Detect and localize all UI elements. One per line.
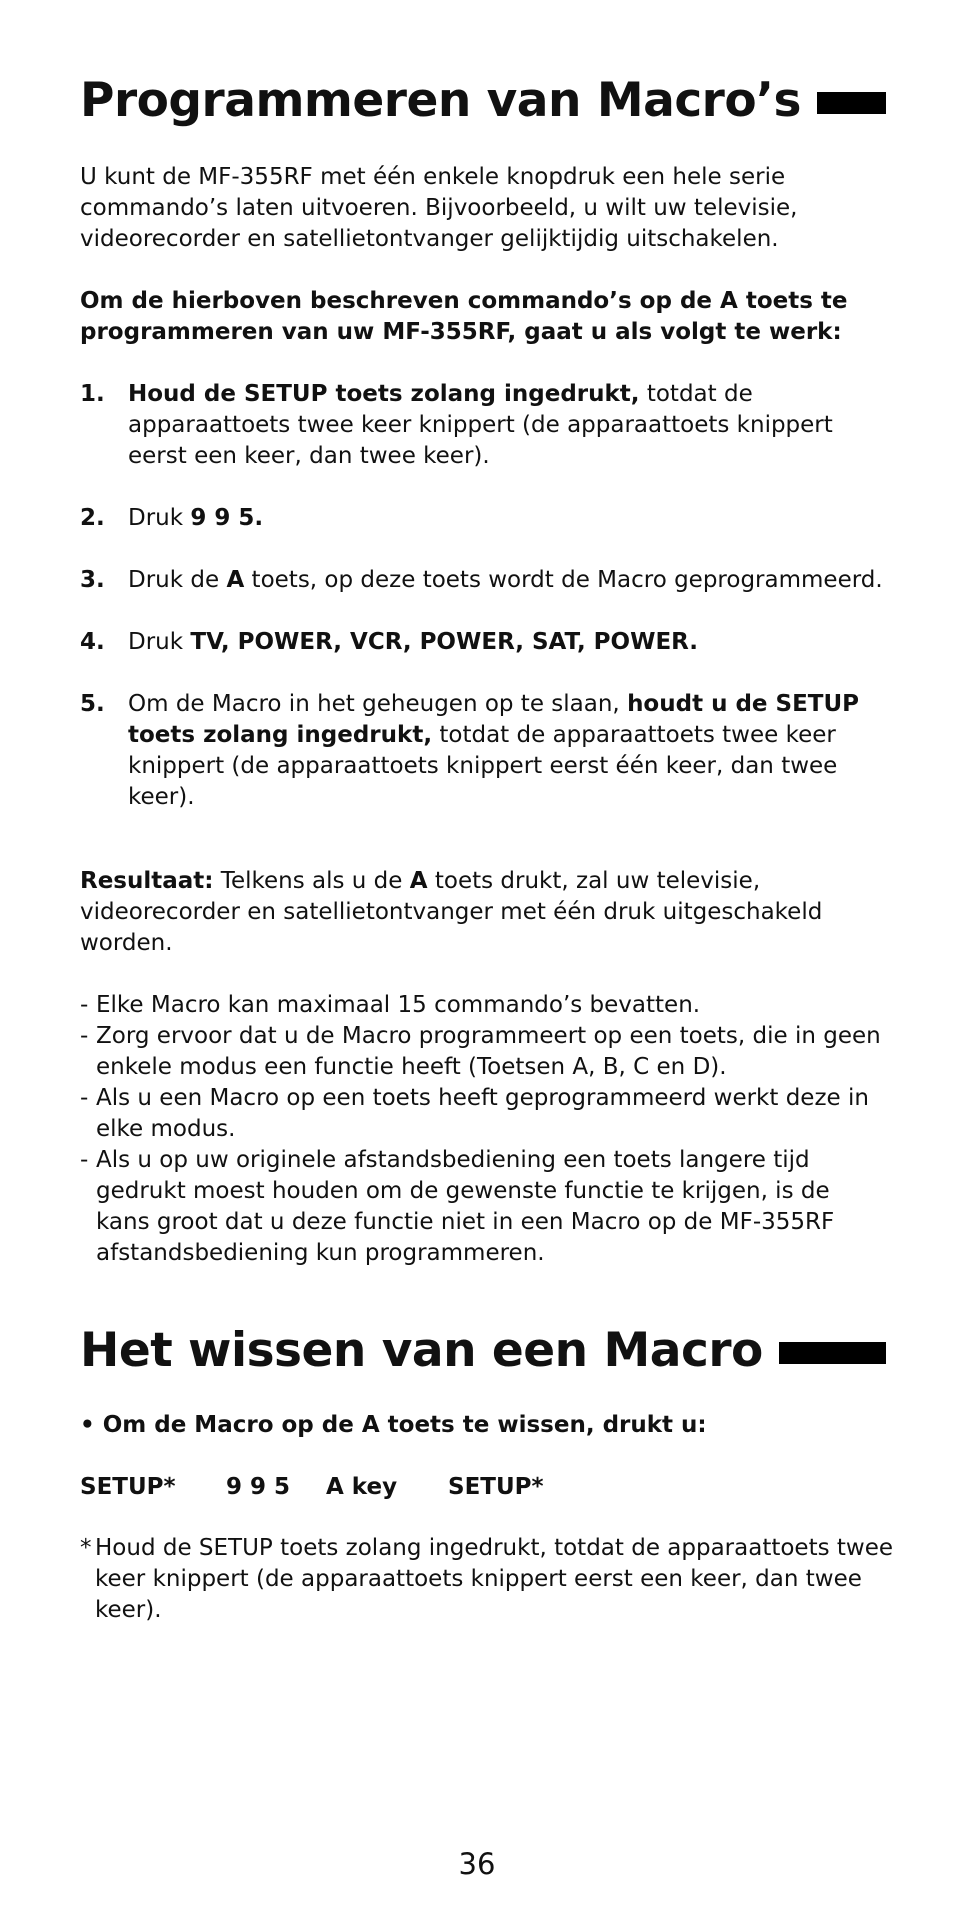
step-number: 5. (80, 691, 105, 717)
step-text: toets, op deze toets wordt de Macro geprogrammeerd. (244, 567, 883, 593)
note-item: - Elke Macro kan maximaal 15 commando’s bevatten. (80, 992, 701, 1018)
step-item (80, 565, 886, 596)
note-item: - Als u een Macro op een toets heeft geprogrammeerd werkt deze in elke modus. (80, 1085, 869, 1142)
note-text: Als u een Macro op een toets heeft geprogrammeerd werkt deze in elke modus. (96, 1085, 869, 1142)
step-number: 3. (80, 567, 105, 593)
step-bold-text: A (226, 567, 245, 593)
step-bold-text: TV, POWER, VCR, POWER, SAT, POWER. (190, 629, 699, 655)
step-text: totdat de apparaattoets twee keer knippert (de apparaattoets knippert eerst een keer, dan twee keer). (128, 381, 833, 469)
key-setup: SETUP* (448, 1474, 544, 1500)
key-sequence (80, 1472, 886, 1503)
step-text: totdat de apparaattoets twee keer knippert (de apparaattoets knippert eerst één keer, dan twee keer). (128, 722, 838, 810)
result-key: A (409, 868, 428, 894)
step-text: Druk (128, 629, 191, 655)
note-text: Als u op uw originele afstandsbediening een toets langere tijd gedrukt moest houden om de gewenste functie te krijgen, is de kans groot dat u deze functie niet in een Macro op de MF-355RF afstandsbediening kun programmeren. (96, 1147, 835, 1266)
footnote-text: Houd de SETUP toets zolang ingedrukt, totdat de apparaattoets twee keer knippert (de apparaattoets knippert eerst een keer, dan twee keer). (95, 1535, 894, 1623)
step-number: 2. (80, 505, 105, 531)
note-item: - Zorg ervoor dat u de Macro programmeert op een toets, die in geen enkele modus een functie heeft (Toetsen A, B, C en D). (80, 1023, 881, 1080)
step-item (80, 379, 886, 472)
key-a: A key (326, 1474, 398, 1500)
step-text: Om de Macro in het geheugen op te slaan, (128, 691, 628, 717)
step-item (80, 689, 886, 813)
step-item (80, 627, 886, 658)
lead-paragraph: Om de hierboven beschreven commando’s op de A toets te programmeren van uw MF-355RF, gaat u als volgt te werk: (80, 288, 848, 345)
section-title-wissen (80, 1322, 886, 1380)
step-bold-text: houdt u de SETUP toets zolang ingedrukt, (128, 691, 860, 748)
step-number: 1. (80, 381, 105, 407)
step-text: Druk (128, 505, 191, 531)
step-item (80, 503, 886, 534)
step-bold-text: 9 9 5. (190, 505, 264, 531)
footnote (80, 1533, 901, 1626)
steps-list (80, 379, 886, 844)
note-text: Zorg ervoor dat u de Macro programmeert op een toets, die in geen enkele modus een functie heeft (Toetsen A, B, C en D). (96, 1023, 881, 1080)
manual-page (80, 0, 894, 1623)
result-label: Resultaat: (80, 868, 214, 894)
result-paragraph (80, 866, 886, 959)
note-item: - Als u op uw originele afstandsbediening een toets langere tijd gedrukt moest houden om de gewenste functie te krijgen, is de kans groot dat u deze functie niet in een Macro op de MF-355RF afstandsbediening kun programmeren. (80, 1147, 835, 1266)
erase-instruction: • Om de Macro op de A toets te wissen, drukt u: (80, 1412, 707, 1438)
intro-paragraph: U kunt de MF-355RF met één enkele knopdruk een hele serie commando’s laten uitvoeren. Bijvoorbeeld, u wilt uw televisie, videorecorder en satellietontvanger gelijktijdig uitschakelen. (80, 164, 798, 252)
key-setup: SETUP* (80, 1474, 176, 1500)
note-text: Elke Macro kan maximaal 15 commando’s bevatten. (96, 992, 701, 1018)
result-text: Telkens als u de (213, 868, 410, 894)
section-title-text: Het wissen van een Macro (80, 1323, 763, 1378)
notes-list (80, 990, 886, 1269)
page-number: 36 (458, 1847, 496, 1881)
section-title-programmeren (80, 72, 886, 130)
footnote-marker: * (80, 1535, 92, 1561)
title-bar-decoration (779, 1342, 886, 1364)
section-title-text: Programmeren van Macro’s (80, 73, 801, 128)
title-bar-decoration (817, 92, 886, 114)
step-text: Druk de (128, 567, 227, 593)
result-text: toets drukt, zal uw televisie, videorecorder en satellietontvanger met één druk uitgeschakeld worden. (80, 868, 823, 956)
key-995: 9 9 5 (226, 1474, 291, 1500)
step-number: 4. (80, 629, 105, 655)
step-bold-text: Houd de SETUP toets zolang ingedrukt, (128, 381, 640, 407)
